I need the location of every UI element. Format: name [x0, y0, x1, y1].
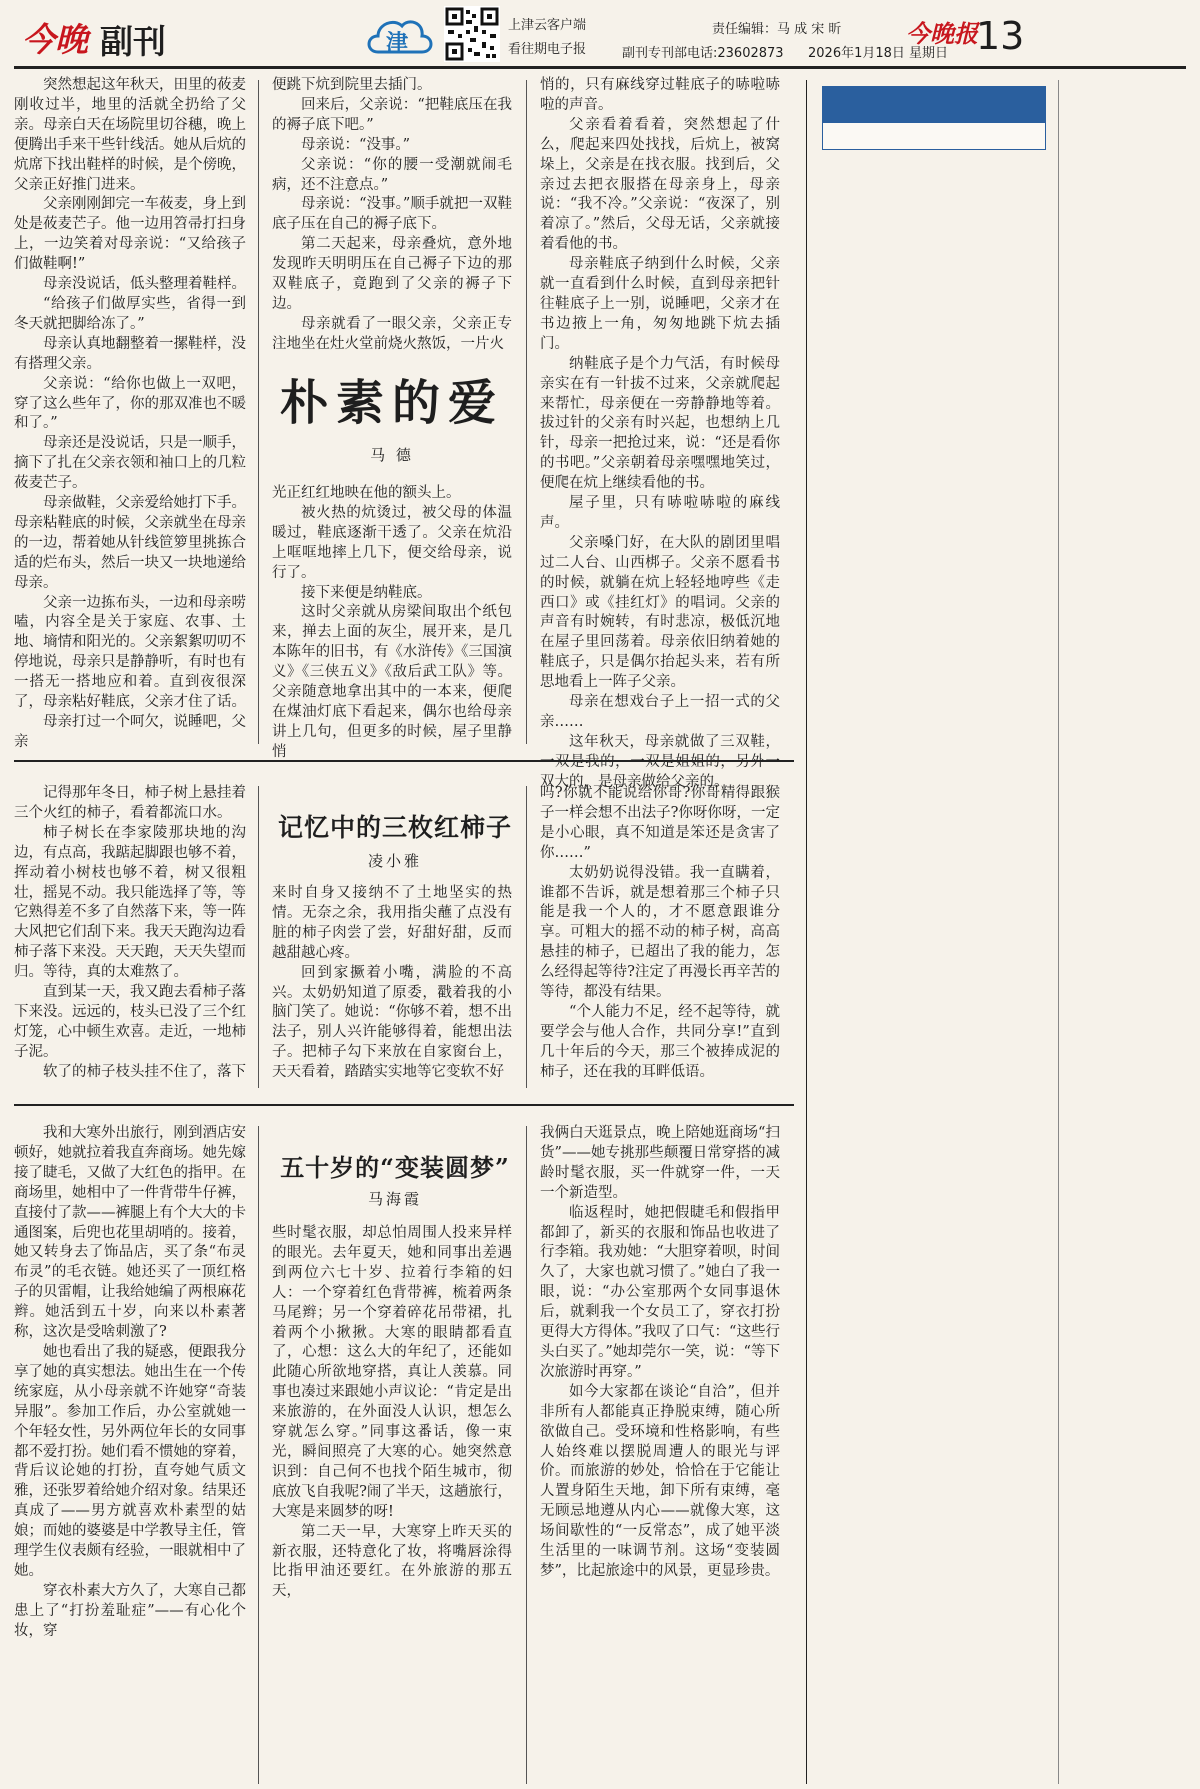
article3-col2 [272, 1224, 512, 1786]
page-header [0, 0, 1200, 68]
paragraph: 便跳下炕到院里去插门。 [272, 77, 432, 93]
paragraph: 这时父亲就从房梁间取出个纸包来，掸去上面的灰尘，展开来，是几本陈年的旧书，有《水浒传》《三国演义》《三侠五义》《敌后武工队》等。父亲随意地拿出其中的一本来，便爬在煤油灯底下看起来，偶尔也给母亲讲上几句，但更多的时候，屋子里静悄 [272, 604, 512, 760]
paragraph: 悄的，只有麻线穿过鞋底子的哧啦哧啦的声音。 [540, 77, 780, 113]
cloud-logo-icon [364, 12, 436, 58]
issue-date: 2026年1月18日 星期日 [808, 46, 949, 61]
article2-col1 [14, 784, 246, 1090]
paragraph: 母亲认真地翻整着一摞鞋样，没有搭理父亲。 [14, 335, 246, 372]
paragraph: 光正红红地映在他的额头上。 [272, 485, 461, 501]
column-subtitle [822, 122, 1046, 150]
dept-phone: 副刊专刊部电话:23602873 [622, 46, 784, 61]
paragraph: 父亲嗓门好，在大队的剧团里唱过二人台、山西梆子。父亲不愿看书的时候，就躺在炕上轻轻地哼些《走西口》或《挂红灯》的唱词。父亲的声音有时婉转，有时悲凉，极低沉地在屋子里回荡着。母亲依旧纳着她的鞋底子，只是偶尔抬起头来，若有所思地看上一阵子父亲。 [540, 534, 780, 691]
paragraph: 被火热的炕烫过，被父母的体温暖过，鞋底逐渐干透了。父亲在炕沿上哐哐地摔上几下，便交给母亲，说行了。 [272, 504, 512, 581]
editor-credits: 责任编辑：马 成 宋 昕 [712, 22, 842, 37]
paragraph: 突然想起这年秋天，田里的莜麦刚收过半，地里的活就全扔给了父亲。母亲白天在场院里切谷穗，晚上便腾出手来干些针线活。她从后炕的炕席下找出鞋样的时候，是个傍晚，父亲正好推门进来。 [14, 77, 246, 193]
column-divider [258, 80, 259, 744]
article2-title: 记忆中的三枚红柿子 [277, 813, 512, 842]
paragraph: 我俩白天逛景点，晚上陪她逛商场“扫货”——她专挑那些颠覆日常穿搭的减龄时髦衣服，买一件就穿一件，一天一个新造型。 [540, 1125, 780, 1201]
paragraph: 软了的柿子枝头挂不住了，落下 [43, 1063, 246, 1080]
paragraph: 第二天起来，母亲叠炕，意外地发现昨天明明压在自己褥子下边的那双鞋底子，竟跑到了父亲的褥子下边。 [272, 236, 512, 312]
paragraph: 我和大寒外出旅行，刚到酒店安顿好，她就拉着我直奔商场。她先嫁接了睫毛，又做了大红色的指甲。在商场里，她相中了一件背带牛仔裤，直接付了款——裤腿上有个大大的卡通图案，后兜也花里胡哨的。接着，她又转身去了饰品店，买了条“布灵布灵”的毛衣链。她还买了一顶红格子的贝雷帽，让我给她编了两根麻花辫。她活到五十岁，向来以朴素著称，这次是受啥刺激了? [14, 1125, 246, 1341]
article2-author: 凌小雅 [367, 852, 422, 870]
article1-author: 马 德 [370, 446, 414, 464]
paragraph: 母亲说：“没事。” [301, 136, 411, 153]
paragraph: 母亲鞋底子纳到什么时候，父亲就一直看到什么时候，直到母亲把针往鞋底子上一别，说睡吧，父亲才在书边掖上一角，匆匆地跳下炕去插门。 [540, 256, 780, 352]
paragraph: 父亲看着看着，突然想起了什么，爬起来四处找找，后炕上，被窝垛上，父亲是在找衣服。找到后，父亲过去把衣服搭在母亲身上，母亲说：“我不冷。”父亲说：“夜深了，别着凉了。”然后，父母无话，父亲就接着看他的书。 [540, 116, 780, 253]
brand-logo: 今晚 [22, 20, 88, 59]
article2-col3 [540, 784, 780, 1090]
section-title: 副刊 [100, 22, 166, 61]
section-divider [14, 760, 794, 762]
header-rule [14, 66, 1186, 69]
paragraph: 母亲说：“没事。”顺手就把一双鞋底子压在自己的褥子底下。 [272, 196, 512, 233]
paragraph: 母亲就看了一眼父亲，父亲正专注地坐在灶火堂前烧火熬饭，一片火 [272, 315, 512, 352]
paragraph: “给孩子们做厚实些，省得一到冬天就把脚给冻了。” [14, 295, 246, 332]
paragraph: 吗?你就不能说给你哥?你哥精得跟猴子一样会想不出法子?你呀你呀，一定是小心眼，真不知道是笨还是贪害了你……” [540, 785, 780, 861]
paragraph: 回到家撅着小嘴，满脸的不高兴。太奶奶知道了原委，戳着我的小脑门笑了。她说：“你够不着，想不出法子，别人兴许能够得着，能想出法子。把柿子勾下来放在自家窗台上，天天看着，踏踏实实地等它变软不好 [272, 964, 512, 1081]
paragraph: 记得那年冬日，柿子树上悬挂着三个火红的柿子，看着都流口水。 [14, 785, 246, 821]
page-number: 13 [976, 14, 1025, 58]
cloud-logo-text: 津 [386, 31, 409, 56]
qr-code-icon[interactable] [444, 6, 500, 62]
paragraph: 父亲说：“你的腰一受潮就闹毛病，还不注意点。” [272, 156, 512, 193]
paragraph: 母亲在想戏台子上一招一式的父亲…… [540, 694, 780, 730]
paragraph: 太奶奶说得没错。我一直瞒着，谁都不告诉，就是想着那三个柿子只能是我一个人的，才不愿意跟谁分享。可粗大的摇不动的柿子树，高高悬挂的柿子，已超出了我的能力，怎么经得起等待?注定了再漫长再辛苦的等待，都没有结果。 [540, 864, 780, 1001]
article1-col2-top [272, 76, 512, 352]
paragraph: 母亲没说话，低头整理着鞋样。 [43, 276, 246, 293]
article1-title: 朴素的爱 [279, 375, 504, 431]
paragraph: 父亲刚刚卸完一车莜麦，身上到处是莜麦芒子。他一边用笤帚打扫身上，一边笑着对母亲说：“又给孩子们做鞋啊!” [14, 196, 246, 273]
paragraph: 来时自身又接纳不了土地坚实的热情。无奈之余，我用指尖蘸了点没有脏的柿子肉尝了尝，好甜好甜，反而越甜越心疼。 [272, 885, 512, 961]
paragraph: 母亲还是没说话，只是一顺手，摘下了扎在父亲衣领和袖口上的几粒莜麦芒子。 [14, 435, 246, 492]
article3-author: 马海霞 [367, 1190, 422, 1208]
paragraph: “个人能力不足，经不起等待，就要学会与他人合作，共同分享!”直到几十年后的今天，那三个被捧成泥的柿子，还在我的耳畔低语。 [540, 1003, 780, 1080]
section-divider [14, 1104, 794, 1106]
column-divider [526, 786, 527, 1088]
column-divider [258, 1126, 259, 1784]
paragraph: 父亲说：“给你也做上一双吧，穿了这么些年了，你的那双准也不暖和了。” [14, 375, 246, 432]
paragraph: 屋子里，只有哧啦哧啦的麻线声。 [540, 495, 780, 531]
app-promo-line1: 上津云客户端 [508, 18, 587, 33]
paragraph: 母亲打过一个呵欠，说睡吧，父亲 [14, 714, 246, 750]
column-banner [822, 86, 1046, 150]
paper-name-logo: 今晚报 [906, 19, 978, 48]
article3-col3 [540, 1124, 780, 1786]
sidebar-body [820, 414, 1046, 1786]
app-promo-line2: 看往期电子报 [508, 42, 587, 57]
paragraph: 母亲做鞋，父亲爱给她打下手。母亲粘鞋底的时候，父亲就坐在母亲的一边，帮着她从针线笸箩里挑拣合适的烂布头，然后一块又一块地递给母亲。 [14, 495, 246, 591]
sidebar-intro [820, 162, 944, 432]
paragraph: 这年秋天，母亲就做了三双鞋， 双大的，是母亲做给父亲的。 [540, 733, 780, 790]
paragraph: 直到某一天，我又跑去看柿子落下来没。远远的，枝头已没了三个红灯笼，心中顿生欢喜。走近，一地柿子泥。 [14, 984, 246, 1060]
paragraph: 如今大家都在谈论“自洽”，但并非所有人都能真正挣脱束缚，随心所欲做自己。受环境和性格影响，有些人始终难以摆脱周遭人的眼光与评价。而旅游的妙处，恰恰在于它能让人置身陌生天地，卸下所有束缚，毫无顾忌地遵从内心——就像大寒，这场间歇性的“一反常态”，成了她平淡生活里的一味调节剂。这场“变装圆梦”，比起旅途中的风景，更显珍贵。 [540, 1383, 780, 1579]
column-name [822, 86, 1046, 122]
paragraph: 柿子树长在李家陵那块地的沟边，有点高，我踮起脚跟也够不着，挥动着小树枝也够不着，树又很粗壮，摇晃不动。我只能选择了等，等它熟得差不多了自然落下来，等一阵大风把它们刮下来。我天天跑沟边看柿子落下来没。天天跑，天天失望而归。等待，真的太难熬了。 [14, 824, 246, 981]
article1-col2-bottom [272, 484, 512, 760]
right-edge-rule [1058, 80, 1059, 1784]
paragraph: 第二天一早，大寒穿上昨天买的新衣服，还特意化了妆，将嘴唇涂得比指甲油还要红。在外旅游的那五天， [272, 1523, 512, 1600]
article3-col1 [14, 1124, 246, 1786]
paragraph: 父亲一边拣布头，一边和母亲唠嗑，内容全是关于家庭、农事、土地、墒情和阳光的。父亲絮絮叨叨不停地说，母亲只是静静听，有时也有一搭无一搭地应和着。直到夜很深了，母亲粘好鞋底，父亲才住了话。 [14, 594, 246, 711]
column-divider [526, 80, 527, 744]
paragraph: 些时髦衣服，却总怕周围人投来异样的眼光。去年夏天，她和同事出差遇到两位六七十岁、拉着行李箱的妇人：一个穿着红色背带裤，梳着两条马尾辫；另一个穿着碎花吊带裙，扎着两个小揪揪。大寒的眼睛都看直了，心想：这么大的年纪了，还能如此随心所欲地穿搭，真让人羡慕。同事也凑过来跟她小声议论：“肯定是出来旅游的，在外面没人认识，想怎么穿就怎么穿。”同事这番话，像一束光，瞬间照亮了大寒的心。她突然意识到：自己何不也找个陌生城市，彻底放飞自我呢?闹了半天，这趟旅行，大寒是来圆梦的呀! [272, 1225, 512, 1520]
article1-col1 [14, 76, 246, 748]
column-divider [526, 1126, 527, 1784]
article1-col3 [540, 76, 780, 790]
sidebar-divider [806, 80, 807, 1784]
article3-title: 五十岁的“变装圆梦” [280, 1153, 510, 1182]
paragraph: 临返程时，她把假睫毛和假指甲都卸了，新买的衣服和饰品也收进了行李箱。我劝她：“大胆穿着呗，时间久了，大家也就习惯了。”她白了我一眼，说：“办公室那两个女同事退休后，就剩我一个女员工了，穿衣打扮更得大方得体。”我叹了口气：“这些行头白买了。”她却莞尔一笑，说：“等下次旅游时再穿。” [540, 1204, 780, 1380]
paragraph: 接下来便是纳鞋底。 [301, 584, 432, 601]
article2-col2 [272, 884, 512, 1090]
paragraph: 回来后，父亲说：“把鞋底压在我的褥子底下吧。” [272, 96, 512, 133]
paragraph: 纳鞋底子是个力气活，有时候母亲实在有一针拔不过来，父亲就爬起来帮忙，母亲便在一旁静静地等着。拔过针的父亲有时兴起，也想纳上几针，母亲一把抢过来，说：“还是看你的书吧。”父亲朝着母亲嘿嘿地笑过，便爬在炕上继续看他的书。 [540, 355, 780, 492]
column-divider [258, 786, 259, 1088]
paragraph: 她也看出了我的疑惑，便跟我分享了她的真实想法。她出生在一个传统家庭，从小母亲就不许她穿“奇装异服”。参加工作后，办公室就她一个年轻女性，另外两位年长的女同事都不爱打扮。她们看不惯她的穿着，背后议论她的打扮，直夸她气质文雅，还张罗着给她介绍对象。结果还真成了——男方就喜欢朴素型的姑娘；而她的婆婆是中学教导主任，管理学生仪表颇有经验，一眼就相中了她。 [14, 1343, 246, 1579]
paragraph: 穿衣朴素大方久了，大寒自己都患上了“打扮羞耻症”——有心化个妆，穿 [14, 1582, 246, 1639]
